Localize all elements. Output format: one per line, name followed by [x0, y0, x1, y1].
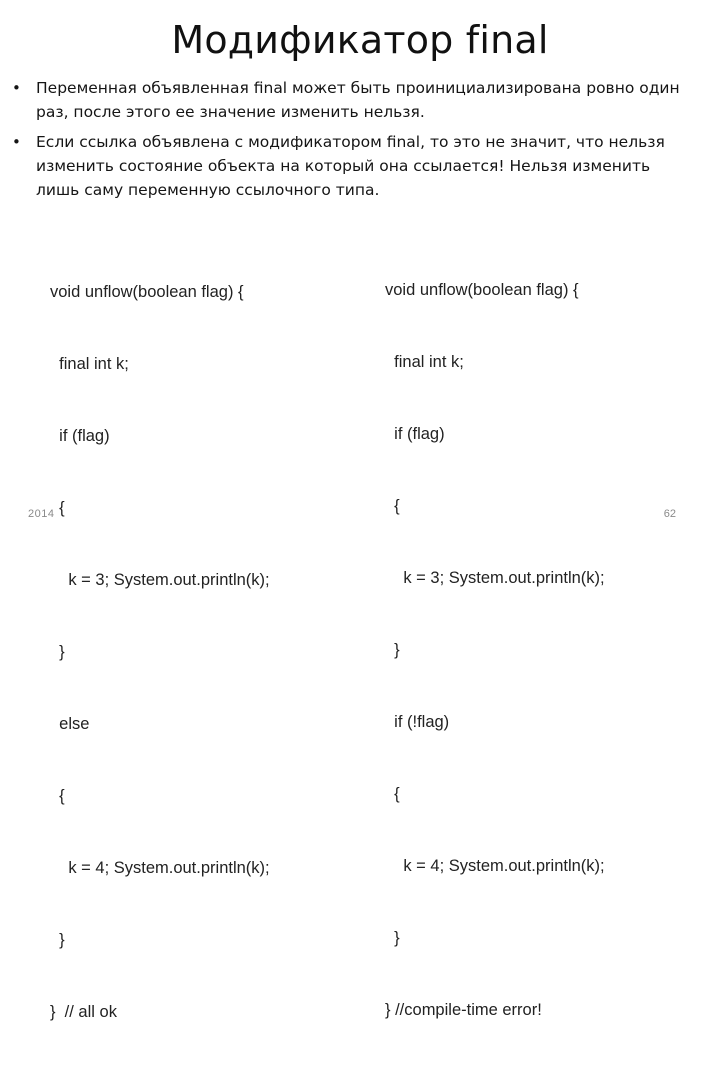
code-line: } [50, 931, 65, 949]
code-line: k = 3; System.out.println(k); [50, 571, 270, 589]
code-line: else [50, 715, 90, 733]
code-line: final int k; [50, 355, 129, 373]
code-line: } [385, 929, 400, 947]
bullet-marker: • [12, 133, 21, 151]
page-number: 62 [663, 508, 676, 520]
code-line: } [50, 643, 65, 661]
bullet-item [12, 130, 692, 202]
code-line: void unflow(boolean flag) { [50, 283, 244, 301]
bullet-text: Переменная объявленная final может быть проинициализирована ровно один раз, после этого ее значение изменить нельзя. [36, 79, 680, 121]
code-line: } //compile-time error! [385, 1001, 542, 1019]
code-line: { [385, 497, 400, 515]
code-line: if (flag) [385, 425, 445, 443]
bullet-text: Если ссылка объявлена с модификатором final, то это не значит, что нельзя изменить состояние объекта на который она ссылается! Нельзя изменить лишь саму переменную ссылочного типа. [36, 133, 665, 199]
code-line: void unflow(boolean flag) { [385, 281, 579, 299]
code-line: { [385, 785, 400, 803]
bullet-item [12, 76, 692, 124]
code-line: k = 3; System.out.println(k); [385, 569, 605, 587]
bullet-marker: • [12, 79, 21, 97]
slide-title: Модификатор final [171, 18, 549, 62]
code-line: } // all ok [50, 1003, 117, 1021]
code-line: if (flag) [50, 427, 110, 445]
code-line: k = 4; System.out.println(k); [385, 857, 605, 875]
code-block-left [50, 232, 270, 1072]
code-line: { [50, 787, 65, 805]
code-line: { [50, 499, 65, 517]
code-line: if (!flag) [385, 713, 450, 731]
code-block-right [385, 230, 605, 1070]
code-line: final int k; [385, 353, 464, 371]
footer-year: 2014 [28, 508, 55, 520]
code-line: } [385, 641, 400, 659]
bullet-list [12, 76, 692, 208]
code-line: k = 4; System.out.println(k); [50, 859, 270, 877]
